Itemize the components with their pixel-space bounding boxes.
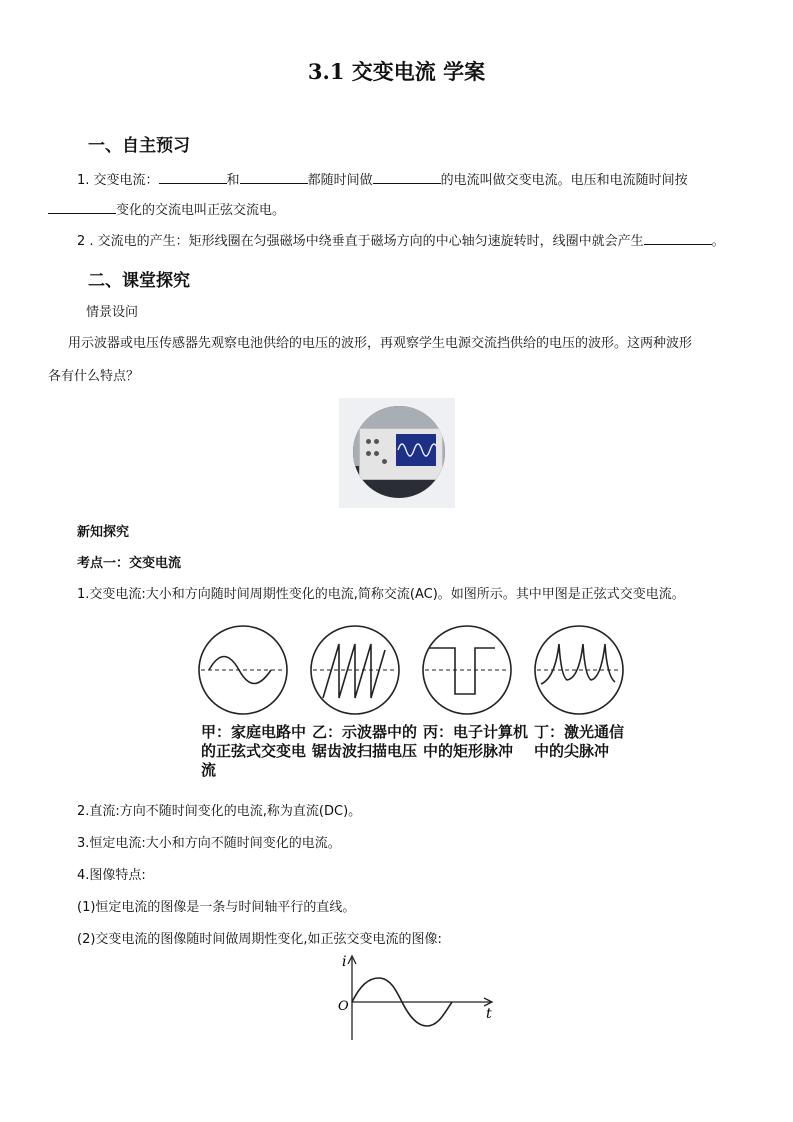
caption-spike: 丁：激光通信中的尖脉冲 [534, 723, 625, 760]
answer-blank[interactable] [240, 171, 308, 184]
axis-label-t: t [486, 1006, 492, 1022]
oscilloscope-photo [339, 398, 455, 508]
item-3-text: 3.恒定电流:大小和方向不随时间变化的电流。 [77, 836, 341, 851]
item-1-text: 1.交变电流:大小和方向随时间周期性变化的电流,简称交流(AC)。如图所示。其中甲图是正弦式交变电流。 [77, 587, 685, 602]
answer-blank[interactable] [48, 201, 116, 214]
section-heading-preview: 一、自主预习 [88, 136, 190, 156]
question-1-line-2 [48, 201, 285, 219]
item-2-text: 2.直流:方向不随时间变化的电流,称为直流(DC)。 [77, 804, 362, 819]
new-knowledge-heading: 新知探究 [77, 525, 130, 540]
caption-square: 丙：电子计算机中的矩形脉冲 [423, 723, 529, 760]
origin-label: O [338, 999, 349, 1014]
square-pulse-diagram [423, 626, 511, 714]
answer-blank[interactable] [159, 171, 227, 184]
sine-wave-diagram [199, 626, 287, 714]
item-4-text: 4.图像特点: [77, 868, 146, 883]
axis-label-i: i [342, 954, 347, 970]
question-2 [77, 232, 725, 250]
scenario-text-line-2: 各有什么特点？ [48, 369, 140, 384]
q1-text-e: 变化的交流电叫正弦交流电。 [116, 203, 286, 218]
item-4-1-text: (1)恒定电流的图像是一条与时间轴平行的直线。 [77, 900, 356, 915]
q1-text-a: 1. 交变电流： [77, 173, 159, 188]
caption-sine: 甲：家庭电路中的正弦式交变电流 [201, 723, 307, 779]
scenario-text-line-1: 用示波器或电压传感器先观察电池供给的电压的波形，再观察学生电源交流挡供给的电压的波形。这两种波形 [68, 336, 693, 351]
q1-text-b: 和 [226, 173, 240, 188]
answer-blank[interactable] [373, 171, 441, 184]
answer-blank[interactable] [644, 232, 712, 245]
sine-graph [330, 952, 500, 1044]
q2-text-a: 2 . 交流电的产生：矩形线圈在匀强磁场中绕垂直于磁场方向的中心轴匀速旋转时，线圈中就会产生 [77, 234, 644, 249]
q1-text-d: 的电流叫做交变电流。电压和电流随时间按 [440, 173, 688, 188]
spike-pulse-diagram [535, 626, 623, 714]
item-4-2-text: (2)交变电流的图像随时间做周期性变化,如正弦交变电流的图像: [77, 932, 442, 947]
point-1-heading: 考点一：交变电流 [77, 556, 182, 571]
sawtooth-wave-diagram [311, 626, 399, 714]
scenario-label: 情景设问 [86, 305, 139, 320]
q2-text-b: 。 [711, 234, 725, 249]
caption-sawtooth: 乙：示波器中的锯齿波扫描电压 [312, 723, 418, 760]
question-1-line-1 [77, 171, 688, 189]
q1-text-c: 都随时间做 [307, 173, 373, 188]
waveform-figure [195, 622, 635, 722]
page-title: 3.1 交变电流 学案 [307, 59, 486, 84]
section-heading-explore: 二、课堂探究 [88, 271, 190, 291]
